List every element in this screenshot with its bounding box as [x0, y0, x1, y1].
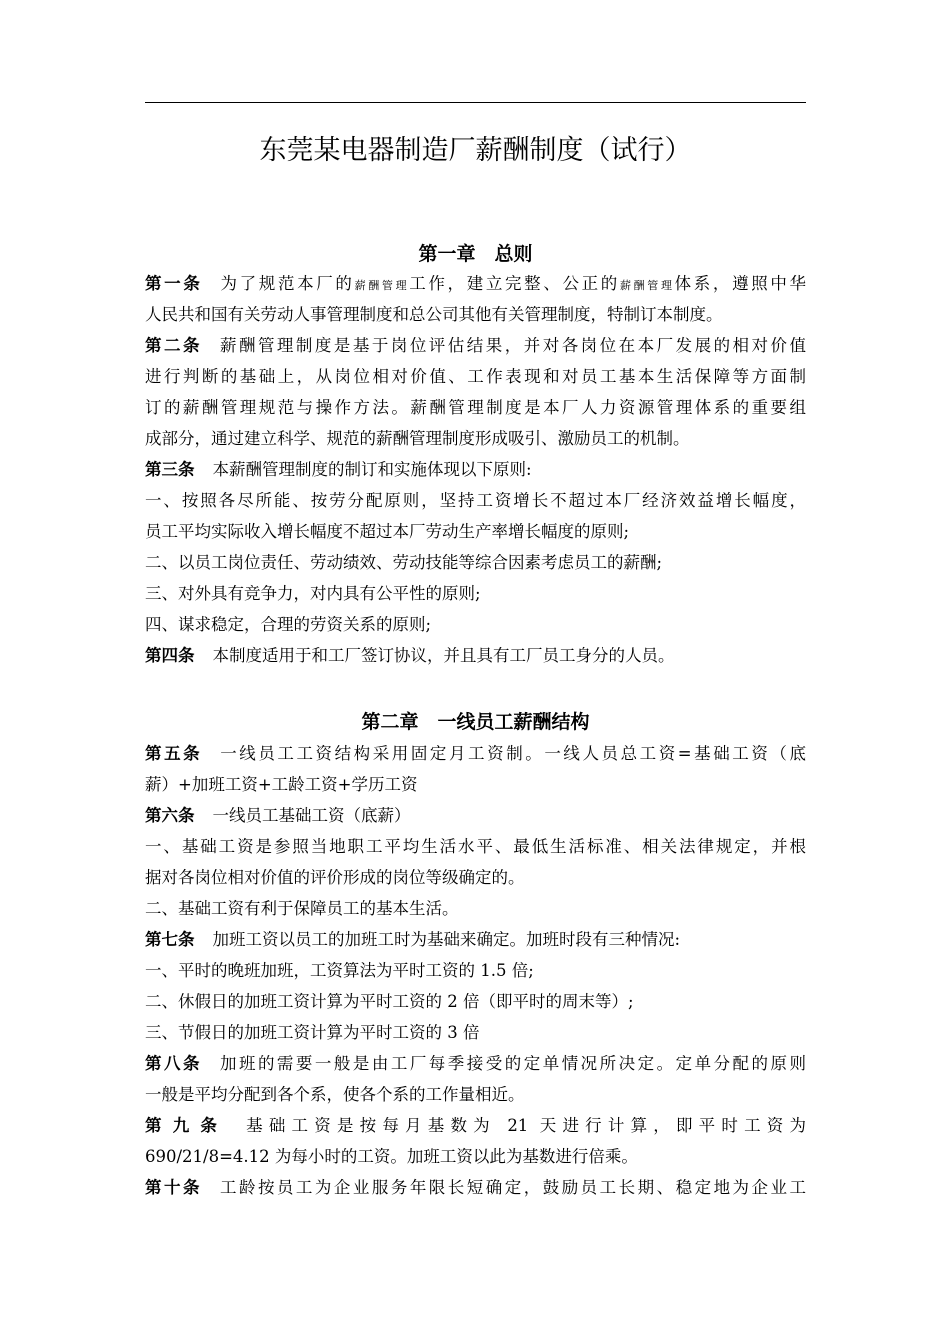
article-7-item-1: 一、平时的晚班加班，工资算法为平时工资的 1.5 倍; — [145, 961, 534, 980]
article-text: 薪酬管理制度是基于岗位评估结果，并对各岗位在本厂发展的相对价值 — [219, 336, 807, 355]
article-label: 第八条 — [145, 1054, 202, 1073]
header-rule — [145, 102, 806, 103]
article-label: 第三条 — [145, 460, 195, 479]
article-label: 第四条 — [145, 646, 195, 665]
document-title: 东莞某电器制造厂薪酬制度（试行） — [259, 135, 692, 166]
article-6-item-2: 二、基础工资有利于保障员工的基本生活。 — [145, 899, 459, 918]
article-2-line-3: 订的薪酬管理规范与操作方法。薪酬管理制度是本厂人力资源管理体系的重要组 — [145, 398, 806, 417]
article-text: 加班的需要一般是由工厂每季接受的定单情况所决定。定单分配的原则 — [219, 1054, 807, 1073]
chapter-1-body — [145, 268, 806, 671]
article-2-line-1 — [145, 330, 806, 361]
principle-1-line-2: 员工平均实际收入增长幅度不超过本厂劳动生产率增长幅度的原则; — [145, 522, 630, 541]
article-6-item-1-line-1: 一、基础工资是参照当地职工平均生活水平、最低生活标准、相关法律规定，并根 — [145, 837, 806, 856]
article-9-line-1 — [145, 1110, 806, 1141]
chapter-1-heading: 第一章 总则 — [418, 243, 533, 265]
article-text: 为了规范本厂的 — [220, 274, 355, 293]
article-label: 第二条 — [145, 336, 202, 355]
article-label: 第七条 — [145, 930, 195, 949]
article-9-line-2: 690/21/8=4.12 为每小时的工资。加班工资以此为基数进行倍乘。 — [145, 1147, 638, 1166]
article-label: 第九条 — [145, 1116, 229, 1135]
article-text: 一线员工工资结构采用固定月工资制。一线人员总工资=基础工资（底 — [220, 744, 807, 763]
chapter-2-heading: 第二章 一线员工薪酬结构 — [361, 711, 590, 733]
article-label: 第六条 — [145, 806, 195, 825]
article-label: 第五条 — [145, 744, 203, 763]
principle-3: 三、对外具有竞争力，对内具有公平性的原则; — [145, 584, 481, 603]
article-text: 基础工资是按每月基数为 21 天进行计算，即平时工资为 — [246, 1116, 806, 1135]
principle-1-line-1: 一、按照各尽所能、按劳分配原则，坚持工资增长不超过本厂经济效益增长幅度， — [145, 491, 806, 510]
article-4-line-1 — [145, 640, 806, 671]
article-label: 第十条 — [145, 1178, 202, 1197]
chapter-2-body — [145, 738, 806, 1203]
article-2-line-4: 成部分，通过建立科学、规范的薪酬管理制度形成吸引、激励员工的机制。 — [145, 429, 690, 448]
article-text: 工龄按员工为企业服务年限长短确定，鼓励员工长期、稳定地为企业工 — [219, 1178, 807, 1197]
article-8-line-1 — [145, 1048, 806, 1079]
inline-small-text: 薪酬管理 — [354, 279, 410, 292]
article-6-item-1-line-2: 据对各岗位相对价值的评价形成的岗位等级确定的。 — [145, 868, 525, 887]
article-8-line-2: 一般是平均分配到各个系，使各个系的工作量相近。 — [145, 1085, 525, 1104]
article-6-line-1 — [145, 800, 806, 831]
article-3-line-1 — [145, 454, 806, 485]
principle-4: 四、谋求稳定，合理的劳资关系的原则; — [145, 615, 432, 634]
article-text: 本制度适用于和工厂签订协议，并且具有工厂员工身分的人员。 — [212, 646, 675, 665]
article-10-line-1 — [145, 1172, 806, 1203]
article-7-item-2: 二、休假日的加班工资计算为平时工资的 2 倍（即平时的周末等）; — [145, 992, 634, 1011]
article-5-line-2: 薪）+加班工资+工龄工资+学历工资 — [145, 775, 418, 794]
article-text: 体系，遵照中华 — [674, 274, 807, 293]
article-text: 工作，建立完整、公正的 — [409, 274, 620, 293]
article-text: 一线员工基础工资（底薪） — [212, 806, 411, 825]
article-text: 加班工资以员工的加班工时为基础来确定。加班时段有三种情况: — [212, 930, 681, 949]
article-1-line-1 — [145, 268, 806, 299]
article-2-line-2: 进行判断的基础上，从岗位相对价值、工作表现和对员工基本生活保障等方面制 — [145, 367, 806, 386]
article-7-item-3: 三、节假日的加班工资计算为平时工资的 3 倍 — [145, 1023, 480, 1042]
article-1-line-2: 人民共和国有关劳动人事管理制度和总公司其他有关管理制度，特制订本制度。 — [145, 305, 723, 324]
article-label: 第一条 — [145, 274, 203, 293]
article-7-line-1 — [145, 924, 806, 955]
article-text: 本薪酬管理制度的制订和实施体现以下原则: — [212, 460, 532, 479]
article-5-line-1 — [145, 738, 806, 769]
inline-small-text: 薪酬管理 — [619, 279, 675, 292]
principle-2: 二、以员工岗位责任、劳动绩效、劳动技能等综合因素考虑员工的薪酬; — [145, 553, 663, 572]
